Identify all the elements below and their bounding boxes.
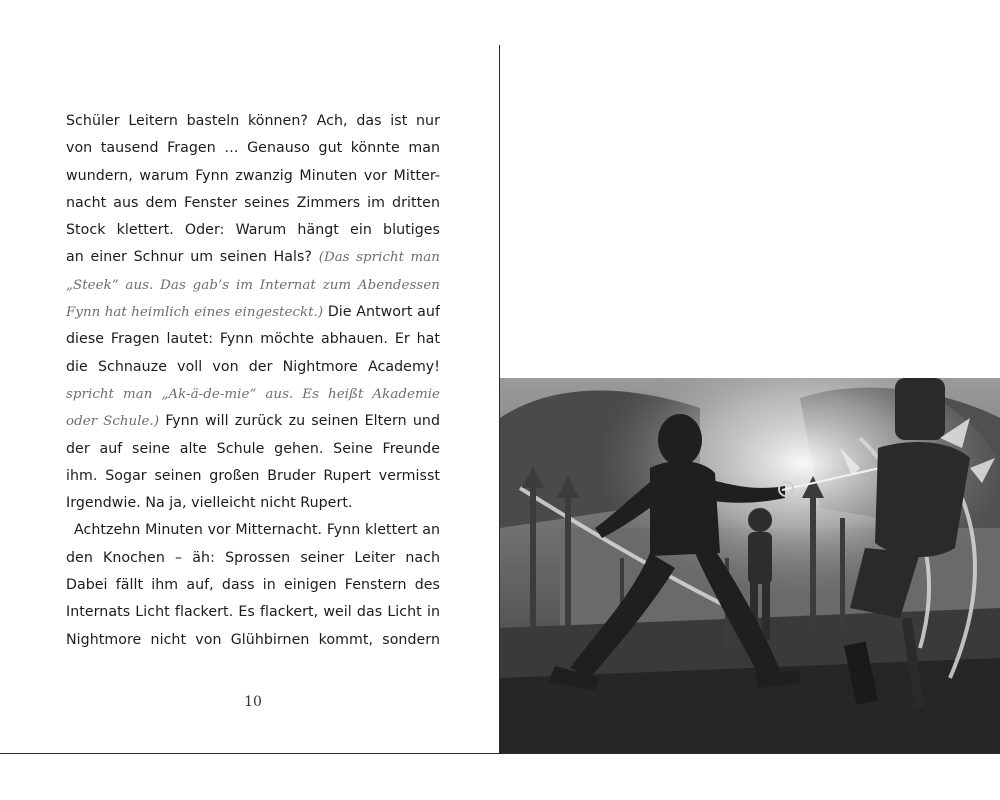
text-line: [66, 163, 440, 190]
page-number: 10: [244, 694, 262, 710]
pronunciation-note: „Steek“ aus. Das gab’s im Internat zum Abendessen: [66, 277, 440, 293]
body-text: nacht aus dem Fenster seines Zimmers im dritten: [66, 194, 440, 211]
text-line: [66, 217, 440, 244]
text-line: [66, 299, 440, 326]
text-line: [66, 190, 440, 217]
body-text: diese Fragen lautet: Fynn möchte abhauen. Er hat: [66, 331, 440, 348]
body-text: wundern, warum Fynn zwanzig Minuten vor Mitter-: [66, 167, 440, 184]
text-line: [66, 599, 440, 626]
body-text: Die Antwort auf: [323, 304, 440, 321]
text-line: [66, 517, 440, 544]
pronunciation-note: (Das spricht man: [318, 250, 440, 266]
gutter-rule: [499, 45, 500, 754]
text-line: [66, 627, 440, 654]
text-line: [66, 326, 440, 353]
text-line: [66, 135, 440, 162]
bottom-rule: [0, 753, 1000, 754]
body-text: Achtzehn Minuten vor Mitternacht. Fynn klettert an: [74, 522, 440, 539]
body-text: Nightmore nicht von Glühbirnen kommt, sondern: [66, 631, 440, 648]
pronunciation-note: spricht man „Ak-ä-de-mie“ aus. Es heißt Akademie: [66, 386, 440, 402]
text-line: [66, 436, 440, 463]
body-text: Stock klettert. Oder: Warum hängt ein blutiges: [66, 222, 440, 239]
body-text: die Schnauze voll von der Nightmore Academy!: [66, 358, 440, 375]
text-line: [66, 354, 440, 381]
text-line: [66, 572, 440, 599]
body-text: den Knochen – äh: Sprossen seiner Leiter nach: [66, 549, 440, 566]
body-text: an einer Schnur um seinen Hals?: [66, 249, 319, 266]
body-text: Dabei fällt ihm auf, dass in einigen Fenstern des: [66, 577, 440, 594]
text-line: [66, 463, 440, 490]
pronunciation-note: oder Schule.): [66, 414, 160, 430]
text-line: [66, 272, 440, 299]
body-text: Schüler Leitern basteln können? Ach, das ist nur: [66, 113, 440, 129]
text-line: [66, 545, 440, 572]
pronunciation-note: Fynn hat heimlich eines eingesteckt.): [66, 305, 324, 321]
body-text: Fynn will zurück zu seinen Eltern und: [165, 413, 440, 430]
left-page: [0, 0, 499, 754]
text-line: [66, 381, 440, 408]
text-line: [66, 408, 440, 435]
body-text: der auf seine alte Schule gehen. Seine Freunde: [66, 440, 440, 457]
text-line: [66, 108, 440, 135]
fencing-illustration: [500, 378, 1000, 754]
body-text: Internats Licht flackert. Es flackert, weil das Licht in: [66, 604, 440, 621]
text-line: [66, 490, 440, 517]
body-text: von tausend Fragen … Genauso gut könnte man: [66, 140, 440, 157]
left-page-text: [66, 108, 440, 654]
body-text: Irgendwie. Na ja, vielleicht nicht Rupert.: [66, 495, 353, 512]
body-text: ihm. Sogar seinen großen Bruder Rupert vermisst: [66, 467, 440, 484]
text-line: [66, 244, 440, 271]
